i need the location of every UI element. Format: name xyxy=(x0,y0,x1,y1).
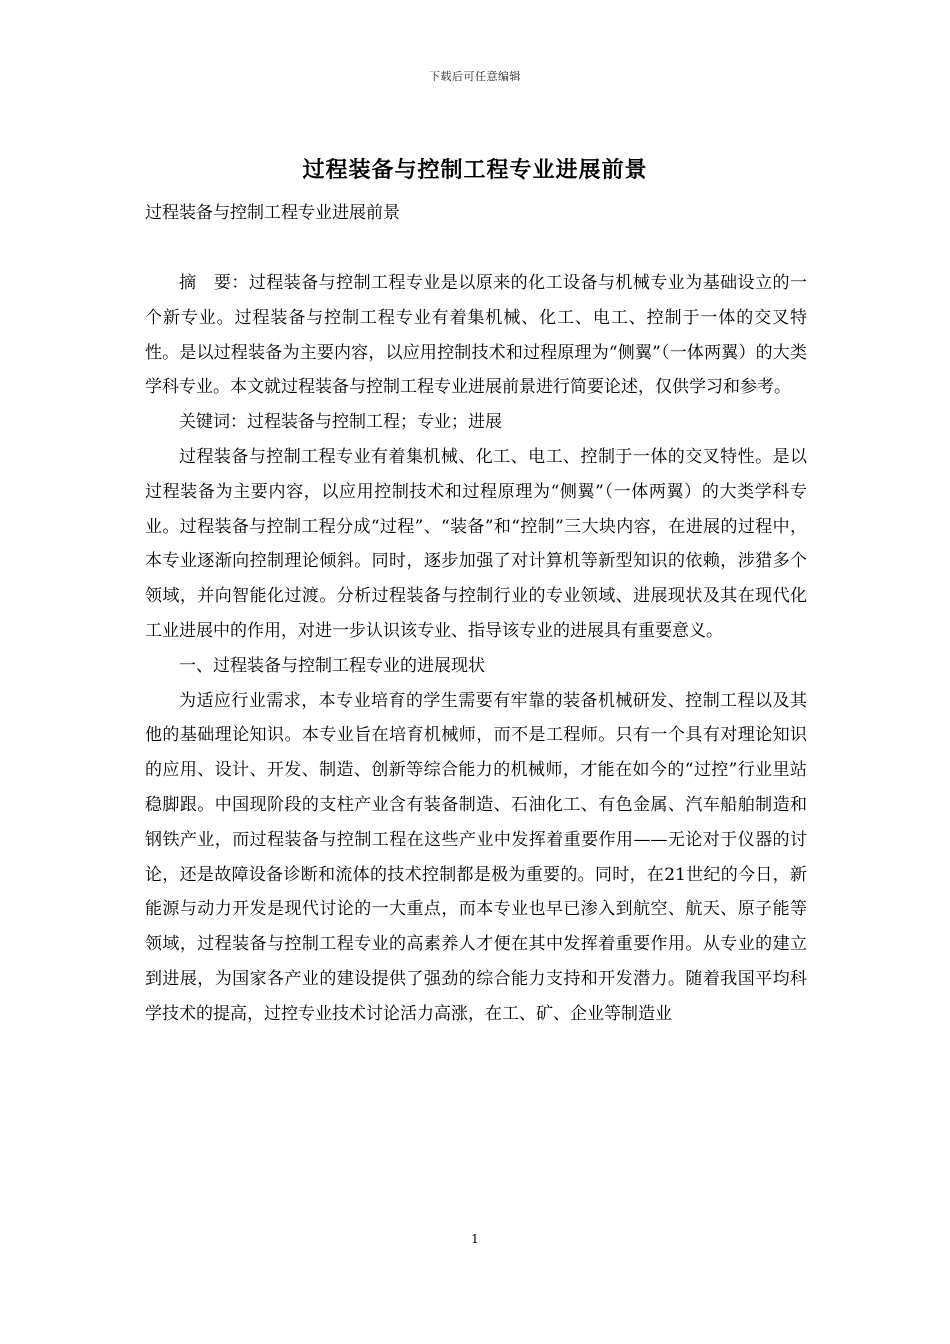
header-note: 下载后可任意编辑 xyxy=(429,70,521,83)
abstract-paragraph: 摘 要：过程装备与控制工程专业是以原来的化工设备与机械专业为基础设立的一个新专业。过程装备与控制工程专业有着集机械、化工、电工、控制于一体的交叉特性。是以过程装备为主要内容，以应用控制技术和过程原理为“侧翼”（一体两翼）的大类学科专业。本文就过程装备与控制工程专业进展前景进行简要论述，仅供学习和参考。 xyxy=(145,273,807,398)
keywords-paragraph: 关键词：过程装备与控制工程；专业；进展 xyxy=(179,412,502,433)
body-paragraph-2: 为适应行业需求，本专业培育的学生需要有牢靠的装备机械研发、控制工程以及其他的基础理论知识。本专业旨在培育机械师，而不是工程师。只有一个具有对理论知识的应用、设计、开发、制造、创新等综合能力的机械师，才能在如今的“过控”行业里站稳脚跟。中国现阶段的支柱产业含有装备制造、石油化工、有色金属、汽车船舶制造和钢铁产业，而过程装备与控制工程在这些产业中发挥着重要作用——无论对于仪器的讨论，还是故障设备诊断和流体的技术控制都是极为重要的。同时，在21世纪的今日，新能源与动力开发是现代讨论的一大重点，而本专业也早已渗入到航空、航天、原子能等领域，过程装备与控制工程专业的高素养人才便在其中发挥着重要作用。从专业的建立到进展，为国家各产业的建设提供了强劲的综合能力支持和开发潜力。随着我国平均科学技术的提高，过控专业技术讨论活力高涨，在工、矿、企业等制造业 xyxy=(145,690,807,1024)
page-number: 1 xyxy=(471,1232,479,1246)
body-paragraph-1: 过程装备与控制工程专业有着集机械、化工、电工、控制于一体的交叉特性。是以过程装备为主要内容，以应用控制技术和过程原理为“侧翼”（一体两翼）的大类学科专业。过程装备与控制工程分成“过程”、“装备”和“控制”三大块内容，在进展的过程中，本专业逐渐向控制理论倾斜。同时，逐步加强了对计算机等新型知识的依赖，涉猎多个领域，并向智能化过渡。分析过程装备与控制行业的专业领域、进展现状及其在现代化工业进展中的作用，对进一步认识该专业、指导该专业的进展具有重要意义。 xyxy=(145,446,807,641)
document-title: 过程装备与控制工程专业进展前景 xyxy=(302,157,648,183)
document-body xyxy=(145,266,807,1032)
document-subtitle: 过程装备与控制工程专业进展前景 xyxy=(145,203,400,223)
section-heading: 一、过程装备与控制工程专业的进展现状 xyxy=(179,655,485,676)
